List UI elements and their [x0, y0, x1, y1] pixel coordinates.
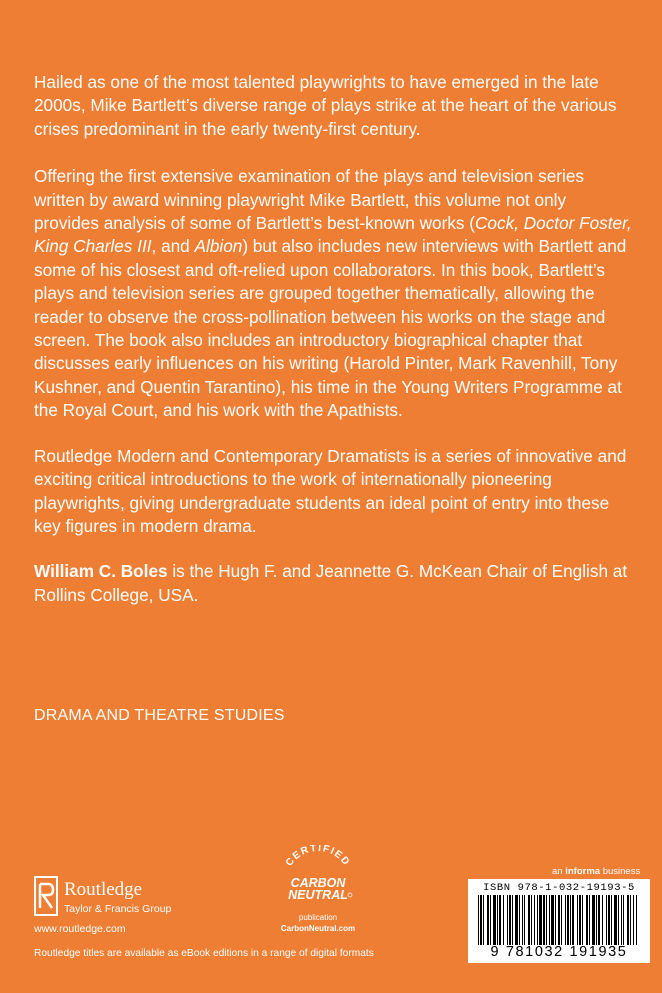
- blurb-text: , and: [151, 236, 195, 257]
- barcode-bars: [476, 895, 642, 947]
- back-cover-copy: [34, 71, 634, 630]
- carbon-site-text: CarbonNeutral.com: [280, 924, 356, 933]
- author-name: William C. Boles: [34, 561, 168, 582]
- blurb-text: ) but also includes new interviews with Bartlett and some of his closest and oft-relied upon collaborators. In this book, Bartlett’s plays and television series are grouped together thematically, allowing the reader to observe the cross-pollination between his works on the stage and screen. The book also includes an introductory biographical chapter that discusses early influences on his writing (Harold Pinter, Mark Ravenhill, Tony Kushner, and Quentin Tarantino), his time in the Young Writers Programme at the Royal Court, and his work with the Apathists.: [34, 236, 627, 421]
- ebook-footnote: Routledge titles are available as eBook editions in a range of digital formats: [34, 948, 374, 959]
- informa-prefix: an: [552, 866, 566, 877]
- carbon-neutral-badge: [268, 845, 368, 940]
- author-bio: [34, 560, 634, 607]
- neutral-word: NEUTRAL: [288, 888, 348, 902]
- blurb-play-title: Albion: [194, 236, 243, 257]
- publisher-group: Taylor & Francis Group: [64, 903, 172, 915]
- carbon-word: CARBON: [290, 876, 346, 890]
- routledge-logo: [34, 876, 184, 936]
- publisher-url: www.routledge.com: [34, 923, 126, 935]
- routledge-mark-icon: [34, 876, 58, 916]
- carbon-neutral-logo: [268, 845, 368, 913]
- isbn-label: ISBN 978-1-032-19193-5: [483, 882, 635, 894]
- blurb-paragraph-3: Routledge Modern and Contemporary Dramatists is a series of innovative and exciting critical introductions to the work of internationally pioneering playwrights, giving undergraduate students an ideal point of entry into these key figures in modern drama.: [34, 445, 627, 536]
- blurb-paragraph-2: [34, 165, 634, 422]
- svg-text:CERTIFIED: [284, 845, 352, 868]
- carbon-publication-text: publication: [298, 913, 338, 922]
- informa-business-label: [552, 866, 640, 877]
- blurb-play-titles: Cock, Doctor Foster, King Charles III: [34, 213, 632, 257]
- isbn-barcode: [468, 879, 650, 963]
- informa-suffix: business: [600, 866, 641, 877]
- author-bio-text: is the Hugh F. and Jeannette G. McKean Chair of English at Rollins College, USA.: [34, 561, 628, 605]
- publisher-name: Routledge: [64, 879, 143, 900]
- informa-brand: informa: [565, 866, 601, 877]
- blurb-text: Offering the first extensive examination of the plays and television series written by award winning playwright Mike Bartlett, this volume not only provides analysis of some of Bartlett’s best-known works (: [34, 166, 584, 234]
- subject-category: DRAMA AND THEATRE STUDIES: [34, 707, 285, 724]
- barcode-digits: 9 781032 191935: [490, 944, 628, 960]
- blurb-paragraph-1: Hailed as one of the most talented playwrights to have emerged in the late 2000s, Mike Bartlett’s diverse range of plays strike at the heart of the various crises predominant in the early twenty-first century.: [34, 72, 617, 139]
- carbon-certified-text: CERTIFIED: [283, 845, 353, 869]
